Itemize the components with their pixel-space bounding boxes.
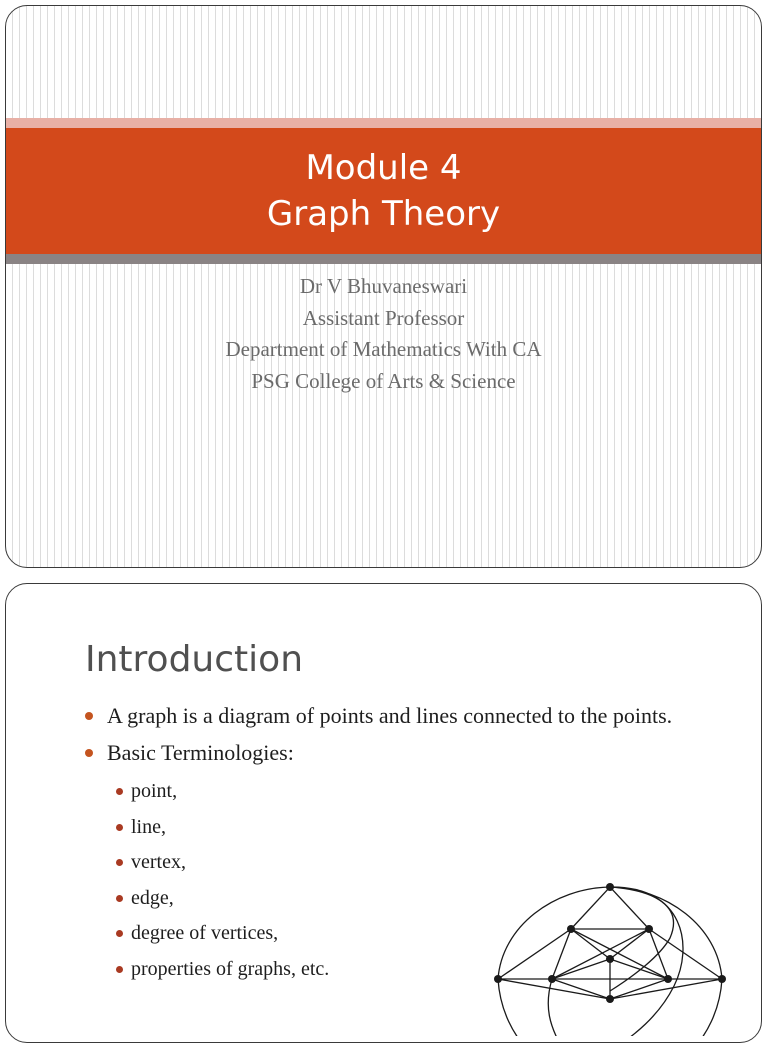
sub-bullet-dot-icon — [116, 895, 123, 902]
graph-edge — [649, 929, 722, 979]
sub-bullet-dot-icon — [116, 824, 123, 831]
author-info — [6, 271, 761, 397]
sub-bullet-item — [82, 810, 702, 846]
author-department: Department of Mathematics With CA — [225, 337, 542, 361]
graph-edge — [610, 979, 668, 999]
sub-bullet-text: edge, — [131, 886, 174, 909]
bullet-text: Basic Terminologies: — [107, 740, 294, 765]
bullet-text: A graph is a diagram of points and lines connected to the points. — [107, 703, 673, 728]
graph-edge — [552, 959, 610, 979]
graph-edge — [571, 929, 668, 979]
author-name: Dr V Bhuvaneswari — [299, 274, 468, 298]
accent-band-top — [6, 118, 761, 128]
graph-vertex — [664, 975, 672, 983]
bullet-item — [82, 700, 702, 732]
sub-bullet-dot-icon — [116, 966, 123, 973]
bullet-dot-icon — [85, 749, 93, 757]
slide-title-line1: Module 4 — [305, 148, 462, 188]
sub-bullet-dot-icon — [116, 859, 123, 866]
graph-vertex — [718, 975, 726, 983]
graph-vertex — [606, 995, 614, 1003]
graph-edge — [610, 887, 683, 1036]
graph-edge — [552, 929, 649, 979]
author-college: PSG College of Arts & Science — [251, 368, 516, 393]
accent-band-bottom — [6, 254, 761, 264]
graph-edge — [571, 929, 610, 959]
graph-vertex — [606, 955, 614, 963]
sub-bullet-text: point, — [131, 780, 178, 802]
graph-edge — [552, 929, 571, 979]
graph-vertex — [548, 975, 556, 983]
graph-diagram-illustration — [484, 876, 744, 1036]
graph-edge — [498, 929, 571, 979]
title-slide — [5, 5, 762, 568]
graph-vertex — [567, 925, 575, 933]
sub-bullet-dot-icon — [116, 788, 123, 795]
graph-edge — [571, 887, 610, 929]
introduction-slide — [5, 583, 762, 1043]
graph-edge — [552, 979, 610, 999]
graph-edge — [691, 979, 722, 1036]
graph-vertex — [645, 925, 653, 933]
sub-bullet-text: vertex, — [131, 851, 186, 873]
sub-bullet-item — [82, 774, 702, 810]
graph-vertex — [606, 883, 614, 891]
sub-bullet-dot-icon — [116, 930, 123, 937]
graph-edge — [548, 979, 564, 1036]
bullet-dot-icon — [85, 712, 93, 720]
sub-bullet-text: properties of graphs, etc. — [131, 957, 330, 980]
slide-title-line2: Graph Theory — [266, 194, 501, 234]
graph-edge — [649, 929, 668, 979]
graph-edge — [610, 929, 649, 959]
sub-bullet-text: line, — [131, 815, 166, 838]
graph-edge — [498, 979, 529, 1036]
slide-heading: Introduction — [85, 639, 304, 680]
title-band — [6, 128, 761, 254]
graph-vertex — [494, 975, 502, 983]
graph-edge — [610, 959, 668, 979]
graph-edge — [610, 887, 649, 929]
author-position: Assistant Professor — [302, 305, 465, 330]
bullet-item — [82, 737, 702, 769]
sub-bullet-text: degree of vertices, — [131, 922, 279, 944]
